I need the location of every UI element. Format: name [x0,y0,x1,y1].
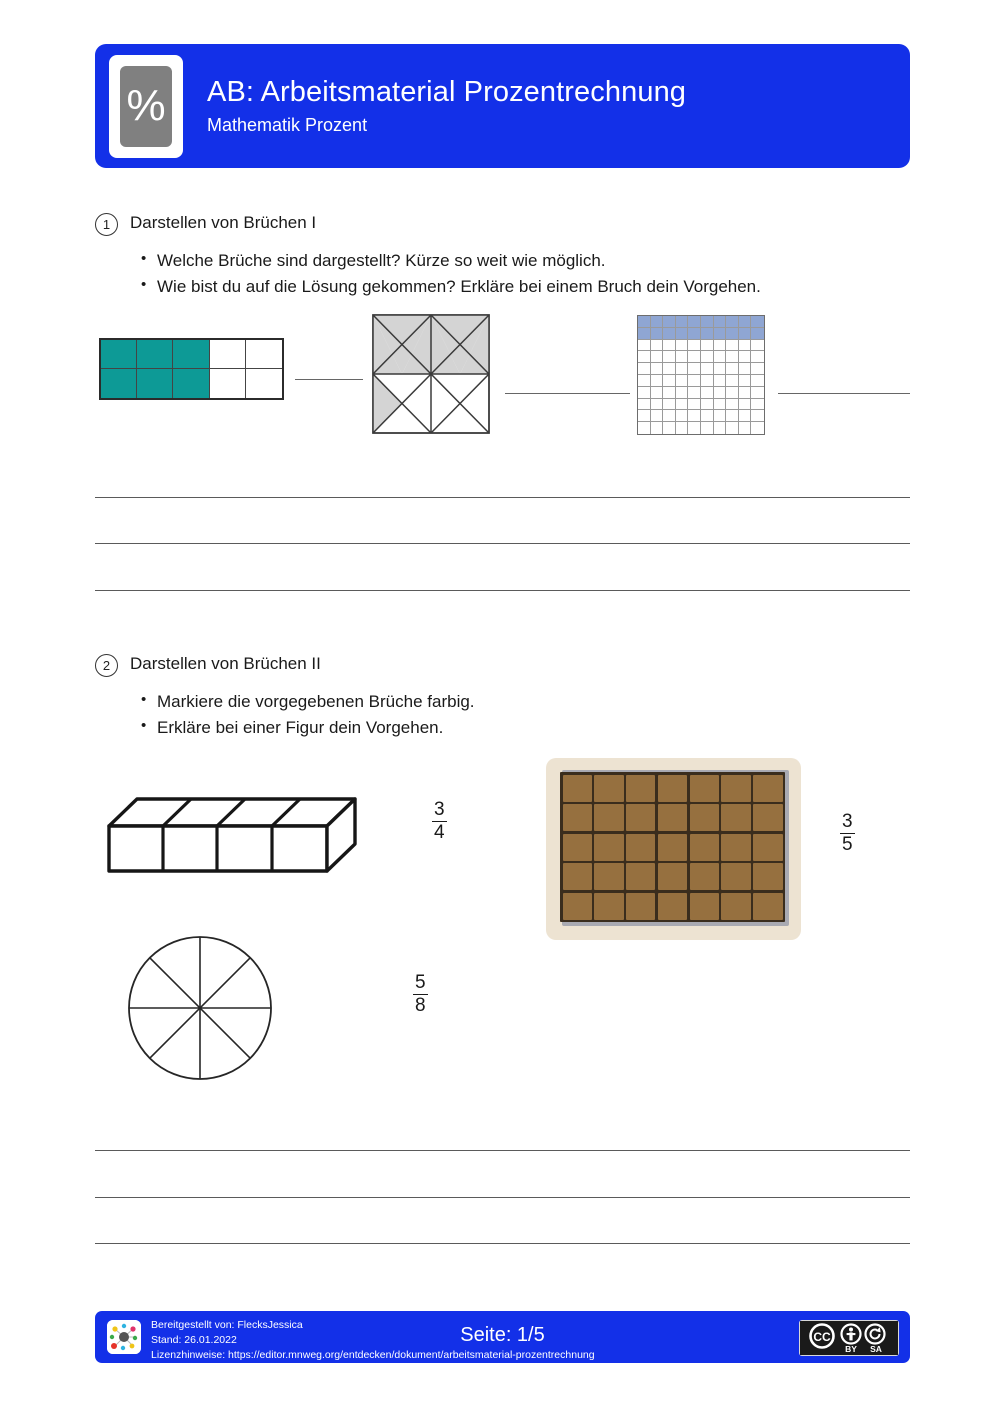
grid-cell [663,351,676,363]
task-1-bullets [141,248,910,301]
grid-cell [726,410,739,422]
grid-cell [714,387,727,399]
cc-license-badge[interactable] [799,1320,899,1356]
task-2 [95,653,910,742]
grid-cell [137,369,173,398]
grid-cell [726,399,739,411]
triangle-fraction-square [372,314,490,434]
grid-cell [651,399,664,411]
grid-cell [638,351,651,363]
cube-bar-svg [105,785,360,880]
chocolate-piece [658,804,687,831]
grid-cell [663,422,676,434]
grid-cell [173,340,209,369]
grid-cell [688,399,701,411]
task-1-heading [95,212,910,236]
percent-icon: % [120,66,172,147]
grid-cell [688,351,701,363]
chocolate-piece [753,863,782,890]
grid-cell [638,340,651,352]
chocolate-piece-grid [560,772,785,922]
chocolate-piece [690,863,719,890]
grid-cell [651,363,664,375]
chocolate-piece [658,775,687,802]
chocolate-piece [626,863,655,890]
grid-cell [663,399,676,411]
grid-cell [638,316,651,328]
fraction-numerator: 3 [434,799,445,820]
grid-cell [714,328,727,340]
task-1 [95,212,910,301]
grid-cell [663,328,676,340]
grid-cell [638,387,651,399]
task-1-title: Darstellen von Brüchen I [130,213,317,232]
grid-cell [726,316,739,328]
grid-cell [651,387,664,399]
chocolate-piece [753,775,782,802]
grid-cell [714,375,727,387]
footer-provided-by: Bereitgestellt von: FlecksJessica [151,1319,303,1331]
cc-by-label: BY [845,1344,857,1354]
task-2-answer-line-3[interactable] [95,1243,910,1244]
rectangle-fraction-grid [99,338,284,400]
grid-cell [663,316,676,328]
grid-cell [701,399,714,411]
chocolate-piece [658,863,687,890]
grid-cell [210,369,246,398]
grid-cell [726,351,739,363]
chocolate-piece [690,893,719,920]
grid-cell [246,369,282,398]
task-1-number: 1 [95,213,118,236]
grid-cell [726,375,739,387]
fraction-label-five-eighths [413,973,428,1016]
triangle-square-svg [372,314,490,434]
grid-cell [688,363,701,375]
grid-cell [739,340,752,352]
grid-cell [714,351,727,363]
fraction-numerator: 5 [415,972,426,993]
circle-eighths-figure [125,933,275,1083]
grid-cell [663,375,676,387]
task-1-bullet-2: • Wie bist du auf die Lösung gekommen? Erkläre bei einem Bruch dein Vorgehen. [141,274,910,300]
grid-cell [638,410,651,422]
chocolate-piece [753,893,782,920]
chocolate-piece [563,775,592,802]
chocolate-piece [626,775,655,802]
chocolate-bar-photo [546,758,801,940]
answer-line-figure-1[interactable] [295,379,363,380]
grid-cell [676,422,689,434]
chocolate-piece [753,834,782,861]
grid-cell [714,399,727,411]
grid-cell [751,328,764,340]
task-1-answer-line-2[interactable] [95,543,910,544]
task-2-bullets [141,689,910,742]
fraction-numerator: 3 [842,811,853,832]
header-text-block [207,76,686,137]
cc-sa-label: SA [870,1344,882,1354]
hundred-fraction-grid [637,315,765,435]
task-1-answer-line-3[interactable] [95,590,910,591]
chocolate-piece [594,893,623,920]
chocolate-piece [594,863,623,890]
task-2-title: Darstellen von Brüchen II [130,654,321,673]
grid-cell [751,387,764,399]
header-logo-card [109,55,183,158]
grid-cell [739,399,752,411]
grid-cell [688,375,701,387]
grid-cell [688,387,701,399]
document-header [95,44,910,168]
chocolate-piece [563,863,592,890]
fraction-label-three-fifths [840,812,855,855]
footer-date: Stand: 26.01.2022 [151,1333,237,1346]
page-title: AB: Arbeitsmaterial Prozentrechnung [207,75,687,108]
task-2-number: 2 [95,654,118,677]
chocolate-piece [721,863,750,890]
chocolate-piece [721,893,750,920]
grid-cell [676,375,689,387]
grid-cell [701,328,714,340]
grid-cell [246,340,282,369]
grid-cell [663,363,676,375]
grid-cell [638,422,651,434]
grid-cell [676,340,689,352]
grid-cell [638,328,651,340]
grid-cell [676,363,689,375]
grid-cell [726,363,739,375]
grid-cell [688,316,701,328]
grid-cell [714,422,727,434]
grid-cell [651,351,664,363]
grid-cell [651,316,664,328]
grid-cell [726,387,739,399]
grid-cell [751,399,764,411]
chocolate-piece [563,893,592,920]
grid-cell [751,316,764,328]
chocolate-piece [594,775,623,802]
fraction-label-three-quarters [432,800,447,843]
grid-cell [751,422,764,434]
svg-text:CC: CC [813,1330,831,1344]
grid-cell [714,363,727,375]
answer-line-figure-3[interactable] [778,393,910,394]
fraction-denominator: 8 [415,994,426,1016]
chocolate-piece [721,775,750,802]
grid-cell [751,363,764,375]
grid-cell [751,340,764,352]
grid-cell [688,422,701,434]
cc-license-svg [800,1321,898,1355]
chocolate-piece [563,804,592,831]
grid-cell [651,410,664,422]
grid-cell [751,351,764,363]
grid-cell [663,387,676,399]
grid-cell [739,363,752,375]
chocolate-piece [563,834,592,861]
grid-cell [701,422,714,434]
page-subtitle: Mathematik Prozent [207,114,368,135]
grid-cell [663,340,676,352]
grid-cell [701,351,714,363]
grid-cell [726,340,739,352]
grid-cell [676,351,689,363]
grid-cell [676,316,689,328]
grid-cell [726,328,739,340]
circle-eighths-svg [125,933,275,1083]
grid-cell [688,340,701,352]
fraction-denominator: 5 [842,833,853,855]
grid-cell [739,375,752,387]
grid-cell [651,375,664,387]
grid-cell [701,316,714,328]
chocolate-piece [753,804,782,831]
grid-cell [739,422,752,434]
grid-cell [701,340,714,352]
page-number: Seite: 1/5 [460,1324,545,1346]
grid-cell [638,375,651,387]
task-1-bullet-1: • Welche Brüche sind dargestellt? Kürze so weit wie möglich. [141,248,910,274]
grid-cell [726,422,739,434]
chocolate-piece [690,834,719,861]
grid-cell [739,351,752,363]
grid-cell [714,410,727,422]
task-2-answer-line-2[interactable] [95,1197,910,1198]
grid-cell [676,410,689,422]
grid-cell [701,387,714,399]
answer-line-figure-2[interactable] [505,393,630,394]
task-1-answer-line-1[interactable] [95,497,910,498]
chocolate-piece [594,834,623,861]
grid-cell [638,363,651,375]
grid-cell [739,410,752,422]
grid-cell [651,422,664,434]
chocolate-piece [626,893,655,920]
grid-cell [688,328,701,340]
grid-cell [739,387,752,399]
chocolate-piece [690,804,719,831]
chocolate-piece [658,834,687,861]
footer-license-note: Lizenzhinweise: https://editor.mnweg.org/entdecken/dokument/arbeitsmaterial-prozentrechnung [151,1348,595,1361]
chocolate-piece [721,804,750,831]
grid-cell [714,316,727,328]
grid-cell [676,387,689,399]
document-footer [95,1311,910,1363]
grid-cell [714,340,727,352]
grid-cell [688,410,701,422]
grid-cell [739,328,752,340]
grid-cell [676,399,689,411]
grid-cell [751,410,764,422]
grid-cell [651,340,664,352]
grid-cell [701,363,714,375]
grid-cell [701,410,714,422]
chocolate-piece [721,834,750,861]
chocolate-piece [626,834,655,861]
grid-cell [676,328,689,340]
task-2-bullet-1: • Markiere die vorgegebenen Brüche farbig. [141,689,910,715]
fraction-denominator: 4 [434,821,445,843]
grid-cell [173,369,209,398]
grid-cell [101,369,137,398]
grid-cell [739,316,752,328]
grid-cell [638,399,651,411]
grid-cell [651,328,664,340]
grid-cell [701,375,714,387]
chocolate-piece [690,775,719,802]
task-2-bullet-2: • Erkläre bei einer Figur dein Vorgehen. [141,715,910,741]
chocolate-piece [626,804,655,831]
grid-cell [137,340,173,369]
grid-cell [663,410,676,422]
chocolate-piece [658,893,687,920]
grid-cell [101,340,137,369]
task-2-answer-line-1[interactable] [95,1150,910,1151]
task-2-heading [95,653,910,677]
cube-bar-figure [105,785,360,880]
grid-cell [751,375,764,387]
chocolate-piece [594,804,623,831]
grid-cell [210,340,246,369]
